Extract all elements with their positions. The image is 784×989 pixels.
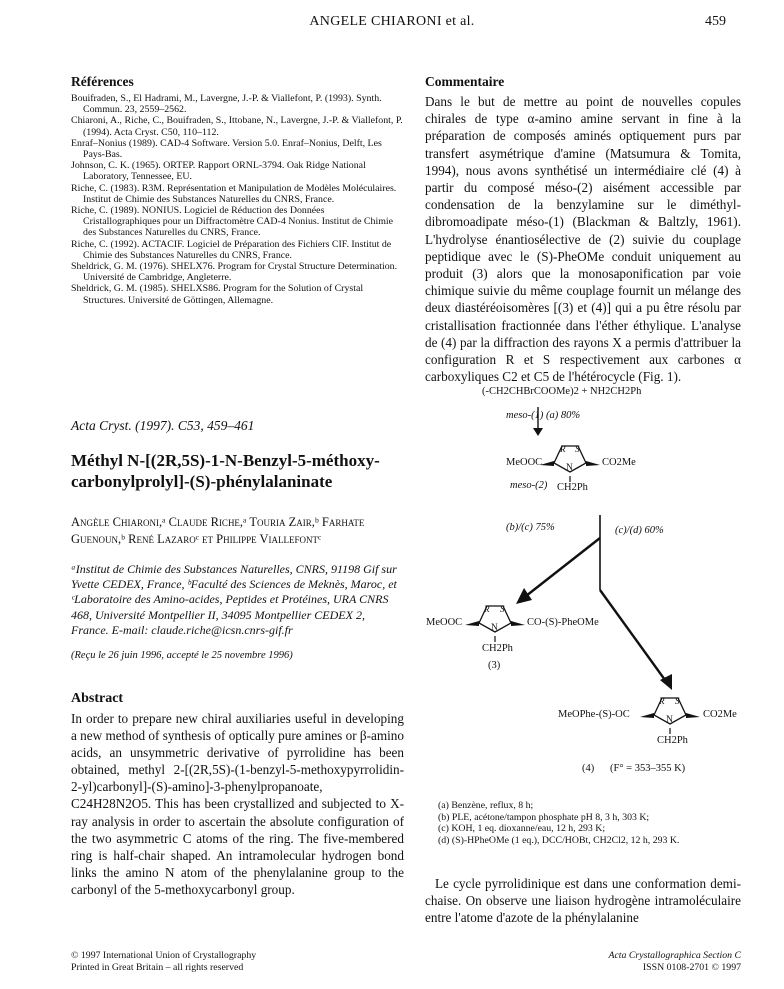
commentaire-text: Dans le but de mettre au point de nouvelles copules chirales de type α-amino amine servant in fine à la préparation de composés aminés optiquement purs par transfert asymétrique d'amine (Matsumura & Tomita, 1994), nous avons synthétisé un intermédiaire clé (4) à partir du composé méso-(2) aisément accessible par condensation de la benzylamine sur le diméthyl-dibromoadipate méso-(1) (Blackman & Baltzly, 1961). L'hydrolyse énantiosélective de (2) suivie du couplage peptidique avec le (S)-PheOMe conduit uniquement au produit (3) alors que la monosaponification par voie chimique suivie du même couplage fournit un mélange des deux diastéréoisomères [(3) et (4)] qui a pu être résolu par cristallisation fractionnée dans l'éther éthylique. L'analyse de (4) par la diffraction des rayons X a permis d'attribuer la configuration R et S respectivement aux carbones α carboxyliques C2 et C5 de l'hétérocycle (Fig. 1). (425, 94, 741, 385)
condition-item: (d) (S)-HPheOMe (1 eq.), DCC/HOBt, CH2Cl2, 12 h, 293 K. (438, 834, 680, 846)
abstract-heading: Abstract (71, 691, 124, 707)
author-list: Angèle Chiaroni,ᵃ Claude Riche,ᵃ Touria Zair,ᵇ Farhate Guenoun,ᵇ René Lazaroᶜ et Philippe Viallefontᶜ (71, 515, 365, 546)
compound4-benzyl: CH2Ph (657, 735, 688, 746)
references-heading: Références (71, 74, 134, 89)
arrow-to-3 (526, 538, 600, 596)
compound3-right-group: CO-(S)-PheOMe (527, 617, 599, 628)
abstract-text: In order to prepare new chiral auxiliaries useful in developing a new method of synthesis of optically pure amines or β-amino acids, an unsymmetric derivative of pyrrolidine has been obtained, methyl 2-[(2R,5S)-(1-benzyl-5-methoxypyrrolidin-2-yl)carbonyl]-(S)-amino]-3-phenylpropanoate, C24H28N2O5. This has been crystallized and subjected to X-ray analysis in order to ascertain the absolute configuration of the two asymmetric C atoms of the ring. The five-membered ring is half-chair shaped. An intramolecular hydrogen bond links the amino N atom of the phenylalanine group to the carbonyl of the 5-methoxycarbonyl group. (71, 711, 404, 897)
step-a-label: (a) 80% (546, 410, 581, 421)
step-cd-label: (c)/(d) 60% (615, 525, 664, 536)
wedge-4-right (686, 713, 700, 718)
reference-item: Enraf–Nonius (1989). CAD-4 Software. Version 5.0. Enraf–Nonius, Delft, Les Pays-Bas. (71, 137, 382, 161)
right-column (425, 74, 741, 385)
printed-line: Printed in Great Britain – all rights reserved (71, 962, 244, 973)
compound4-S: S (675, 696, 680, 706)
reactants-label: (-CH2CHBrCOOMe)2 + NH2CH2Ph (482, 386, 642, 397)
scheme-drawing (420, 390, 760, 790)
received-date: (Reçu le 26 juin 1996, accepté le 25 novembre 1996) (71, 650, 293, 662)
meso1-label: meso-(1) (506, 410, 544, 421)
arrow-a-head (533, 428, 543, 436)
issn-line: ISSN 0108-2701 © 1997 (642, 962, 741, 973)
reference-item: Johnson, C. K. (1965). ORTEP. Rapport ORNL-3794. Oak Ridge National Laboratory, Tennessee, EU. (71, 160, 366, 183)
compound3-benzyl: CH2Ph (482, 643, 513, 654)
condition-item: (c) KOH, 1 eq. dioxanne/eau, 12 h, 293 K; (438, 823, 606, 834)
compound4-R: R (659, 696, 665, 706)
compound3-label: (3) (488, 660, 501, 671)
compound2-N: N (566, 463, 573, 473)
compound2-S: S (575, 444, 580, 454)
conformation-paragraph: Le cycle pyrrolidinique est dans une conformation demi-chaise. On observe une liaison hydrogène intramoléculaire entre l'atome d'azote de la phénylalanine (425, 876, 741, 926)
journal-name: Acta Crystallographica Section C (608, 950, 741, 961)
reference-item: Riche, C. (1989). NONIUS. Logiciel de Réduction des Données Cristallographiques pour un Diffractomètre CAD-4 Nonius. Institut de Chimie des Substances Naturelles du CNRS, France. (71, 205, 394, 239)
reference-list (71, 93, 404, 306)
reference-item: Sheldrick, G. M. (1976). SHELX76. Program for Crystal Structure Determination. Université de Cambridge, Angleterre. (71, 261, 398, 284)
copyright-line: © 1997 International Union of Crystallography (71, 950, 257, 961)
condition-item: (a) Benzène, reflux, 8 h; (438, 800, 534, 811)
article-block (71, 418, 404, 898)
compound2-R: R (560, 444, 566, 454)
condition-item: (b) PLE, acétone/tampon phosphate pH 8, 3 h, 303 K; (438, 811, 650, 823)
reference-item: Riche, C. (1983). R3M. Représentation et Manipulation de Modèles Moléculaires. Institut de Chimie des Substances Naturelles du CNRS, France. (71, 182, 397, 205)
reaction-conditions (438, 800, 679, 846)
footer-journal (608, 950, 741, 974)
compound4-label: (4) (582, 763, 595, 774)
compound3-R: R (484, 604, 490, 614)
compound2-right-group: CO2Me (602, 457, 636, 468)
wedge-2-right (586, 461, 600, 466)
wedge-3-right (511, 621, 525, 626)
wedge-4-left (640, 713, 654, 718)
page-number: 459 (705, 14, 726, 29)
compound4-melting-point: (F° = 353–355 K) (610, 763, 686, 774)
compound3-left-group: MeOOC (426, 617, 463, 628)
arrow-to-4 (600, 590, 665, 680)
reference-item: Chiaroni, A., Riche, C., Bouifraden, S., Ittobane, N., Lavergne, J.-P. & Viallefont, P. (1994). Acta Cryst. C50, 110–112. (71, 115, 403, 138)
reference-item: Riche, C. (1992). ACTACIF. Logiciel de Préparation des Fichiers CIF. Institut de Chimie des Substances Naturelles du CNRS, France. (71, 238, 392, 261)
compound2-left-group: MeOOC (506, 457, 543, 468)
compound4-left-group: MeOPhe-(S)-OC (558, 709, 630, 720)
reaction-scheme (420, 386, 760, 790)
step-bc-label: (b)/(c) 75% (506, 522, 555, 533)
running-title: ANGELE CHIARONI et al. (309, 14, 475, 29)
arrow-to-3-head (516, 588, 532, 604)
reference-item: Sheldrick, G. M. (1985). SHELXS86. Program for the Solution of Crystal Structures. Université de Göttingen, Allemagne. (71, 283, 364, 306)
affiliation: ᵃInstitut de Chimie des Substances Naturelles, CNRS, 91198 Gif sur Yvette CEDEX, France, ᵇFaculté des Sciences de Meknès, Maroc, et ᶜLaboratoire des Amino-acides, Peptides et Protéines, URA CNRS 468, Université Montpellier II, 34095 Montpellier CEDEX 2, France. E-mail: claude.riche@icsn.cnrs-gif.fr (71, 562, 397, 637)
commentaire-heading: Commentaire (425, 74, 505, 89)
compound4-N: N (666, 715, 673, 725)
wedge-3-left (465, 621, 479, 626)
compound4-right-group: CO2Me (703, 709, 737, 720)
left-column (71, 74, 404, 306)
footer-copyright (71, 950, 256, 974)
compound3-S: S (500, 604, 505, 614)
journal-citation: Acta Cryst. (1997). C53, 459–461 (71, 418, 255, 433)
article-title: Méthyl N-[(2R,5S)-1-N-Benzyl-5-méthoxy-carbonylprolyl]-(S)-phénylalaninate (71, 451, 380, 491)
compound3-N: N (491, 623, 498, 633)
meso2-label: meso-(2) (510, 480, 548, 491)
reference-item: Bouifraden, S., El Hadrami, M., Lavergne, J.-P. & Viallefont, P. (1993). Synth. Commun. 23, 2559–2562. (71, 93, 382, 116)
compound2-benzyl: CH2Ph (557, 482, 588, 493)
